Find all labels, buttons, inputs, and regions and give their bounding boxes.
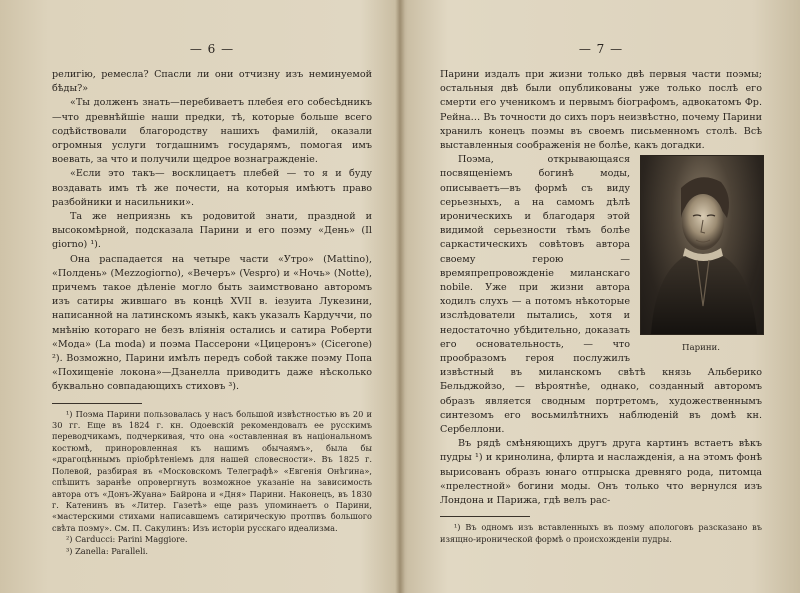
paragraph: Парини издалъ при жизни только двѣ первыя части поэмы; остальныя двѣ были опубликованы уже только послѣ его смерти его ученикомъ и первымъ біографомъ, адвокатомъ Фр. Рейна… Въ точности до сихъ поръ неизвѣстно, почему Парини хранилъ конецъ поэмы въ своемъ письменномъ столѣ. Всѣ выставленныя соображенія не болѣе, какъ догадки.	[440, 69, 762, 152]
portrait-engraving-icon	[640, 155, 764, 335]
right-page-body	[440, 68, 762, 508]
left-page-number: — 6 —	[189, 42, 235, 56]
footnote-divider	[52, 403, 142, 404]
footnote: ¹) Въ одномъ изъ вставленныхъ въ поэму апологовъ разсказано въ изящно-иронической формѣ о происхожденіи пудры.	[440, 522, 762, 544]
right-page-number: — 7 —	[578, 42, 624, 56]
paragraph: «Если это такъ— восклицаетъ плебей — то я и буду воздавать имъ тѣ же почести, на которыя имѣютъ право разбойники и насильники».	[52, 168, 372, 208]
footnote: ²) Carducci: Parini Maggiore.	[66, 534, 188, 545]
portrait-drawing	[641, 156, 763, 334]
footnote: ³) Zanella: Paralleli.	[66, 545, 148, 556]
right-page-footnotes	[440, 522, 762, 545]
paragraph: Поэма, открывающаяся посвященіемъ богинѣ моды, описываетъ—въ формѣ съ виду серьезныхъ, а на самомъ дѣлѣ ироническихъ и благодаря этой видимой серьезности тѣмъ болѣе саркастическихъ совѣтовъ автора своему герою — времяпрепровожденіе миланскаго nobile. Уже при жизни автора ходилъ слухъ — а потомъ нѣкоторые изслѣдователи пытались, хотя и недостаточно убѣдительно, доказать его основательность, — что прообразомъ героя послужилъ извѣстный въ миланскомъ свѣтѣ князь Альберико Бельджойзо, — вѣроятнѣе, однако, созданный авторомъ образъ является сводным портретомъ, художественнымъ синтезомъ его восьмилѣтнихъ наблюденій въ домѣ кн. Сербеллони.	[440, 154, 762, 436]
paragraph: Та же неприязнь къ родовитой знати, праздной и высокомѣрной, подсказала Парини и его поэму «День» (Il giorno) ¹).	[52, 211, 372, 251]
left-page-body	[52, 68, 372, 395]
paragraph: Она распадается на четыре части «Утро» (Mattino), «Полдень» (Mezzogiorno), «Вечеръ» (Vespro) и «Ночь» (Notte), причемъ такое дѣленіе могло быть заимствовано авторомъ изъ сатиры жившаго въ концѣ XVII в. іезуита Лукезини, написанной на латинскомъ языкѣ, какъ указалъ Кардуччи, по мнѣнію котораго не безъ вліянія остались и сатира Роберти «Мода» (La moda) и поэма Пассерони «Цицеронъ» (Cicerone) ²). Возможно, Парини имѣлъ передъ собой также поэму Попа «Похищеніе локона»—Дзанелла приводитъ даже нѣсколько буквально совпадающихъ стиховъ ³).	[52, 253, 372, 393]
right-page	[400, 0, 800, 593]
paragraph: Въ рядѣ смѣняющихъ другъ друга картинъ встаетъ вѣкъ пудры ¹) и кринолина, флирта и наслажденія, а на этомъ фонѣ вырисованъ образъ юнаго отпрыска древняго рода, питомца «прелестной» богини моды. Онъ только что вернулся изъ Лондона и Парижа, гдѣ велъ рас-	[440, 438, 762, 507]
paragraph: религію, ремесла? Спасли ли они отчизну изъ неминуемой бѣды?»	[52, 69, 372, 95]
left-page-footnotes	[52, 409, 372, 557]
footnote-divider	[440, 516, 530, 517]
paragraph: «Ты долженъ знать—перебиваетъ плебея его собесѣдникъ—что древнѣйшіе наши предки, тѣ, которые больше всего содѣйствовали благородству нашихъ фамилій, оказали огромныя услуги тогдашнимъ государямъ, помогая имъ воевать, за что и получили щедрое вознагражденіе.	[52, 97, 372, 166]
portrait-figure	[640, 155, 762, 355]
footnote: ¹) Поэма Парини пользовалась у насъ большой извѣстностью въ 20 и 30 гг. Еще въ 1824 г. кн. Одоевскій рекомендовалъ ее русскимъ переводчикамъ, подчеркивая, что она «оставленная въ національномъ костюмѣ, приноровленная къ нашимъ обычаямъ», была бы «драгоцѣннымъ пріобрѣтеніемъ для нашей словесности». Въ 1825 г. Полевой, разбирая въ «Московскомъ Телеграфѣ» «Евгенія Онѣгина», спѣшитъ заранѣе опровергнуть возможное указаніе на зависимость автора отъ «Донъ-Жуана» Байрона и «Дня» Парини. Наконецъ, въ 1830 г. Катенинъ въ «Литер. Газетѣ» еще разъ упоминаетъ о Парини, «мастерскими стихами написавшемъ сатирическую протпвъ большого свѣта поэму». См. П. Сакулинъ: Изъ исторіи русскаго идеализма.	[52, 408, 372, 533]
portrait-caption: Парини.	[681, 343, 721, 354]
